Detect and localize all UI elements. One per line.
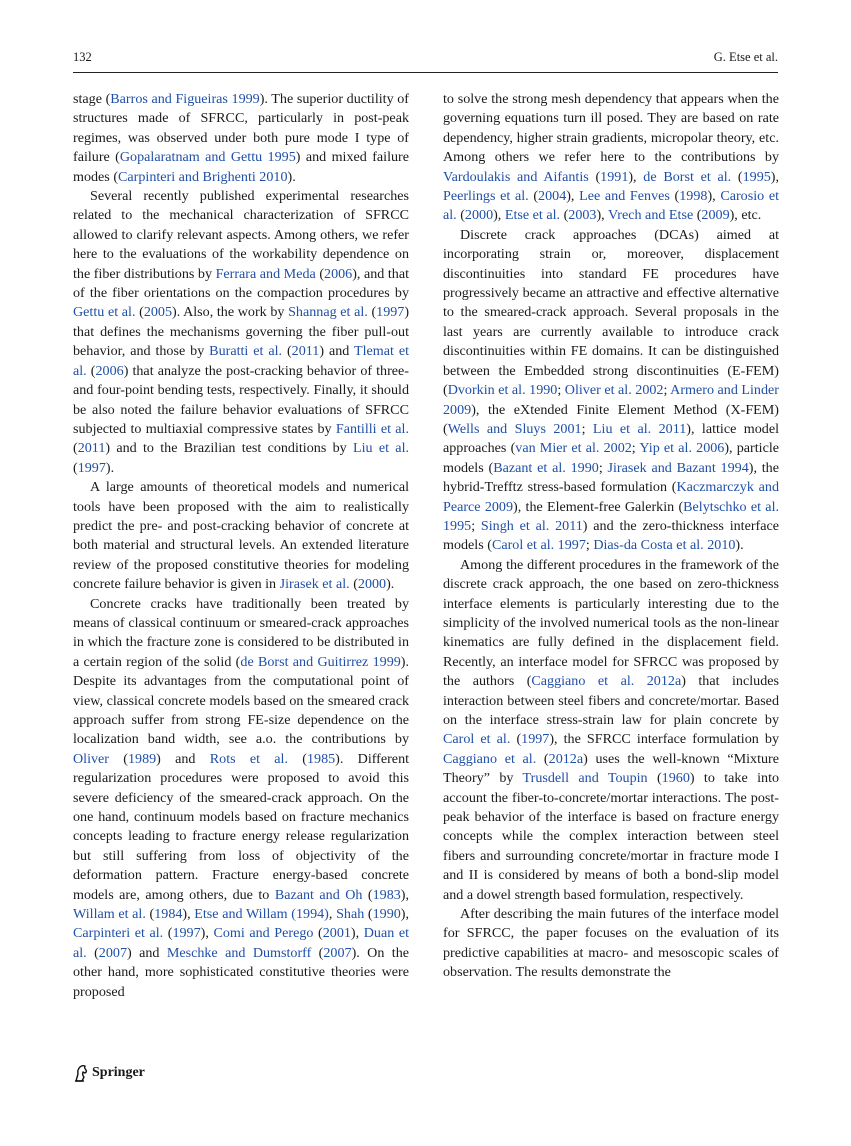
left-column xyxy=(73,90,409,1002)
citation-link[interactable]: 1995 xyxy=(742,168,771,185)
citation-link[interactable]: Wells and Sluys 2001 xyxy=(447,420,582,437)
citation-link[interactable]: Belytschko et al. 1995 xyxy=(443,498,780,534)
citation-link[interactable]: Etse et al. xyxy=(504,207,561,224)
body-text: ), xyxy=(566,188,580,205)
citation-link[interactable]: Barros and Figueiras 1999 xyxy=(110,91,260,107)
citation-link[interactable]: 2007 xyxy=(98,944,127,961)
body-text: ) and the zero-thickness interface models ( xyxy=(443,517,779,554)
citation-link[interactable]: Vrech and Etse xyxy=(607,207,694,224)
body-text: ). xyxy=(105,459,115,476)
citation-link[interactable]: Lee and Fenves xyxy=(579,188,670,205)
body-text: ). xyxy=(287,168,296,185)
citation-link[interactable]: 1991 xyxy=(600,168,629,185)
body-text: Concrete cracks have traditionally been treated by means of classical continuum or smeared-crack approaches in which the fracture zone is considered to be distributed in a certain region of the solid ( xyxy=(73,595,409,670)
citation-link[interactable]: Liu et al. 2011 xyxy=(592,420,687,437)
citation-link[interactable]: Carol et al. 1997 xyxy=(491,537,586,554)
citation-link[interactable]: 2003 xyxy=(568,207,597,224)
body-text: ( xyxy=(362,886,373,903)
citation-link[interactable]: Carosio et al. xyxy=(443,188,780,224)
citation-link[interactable]: Shah xyxy=(336,906,365,923)
paragraph xyxy=(443,556,779,905)
body-text: ), etc. xyxy=(729,207,762,224)
body-text: ) that includes interaction between steel fibers and concrete/mortar. Based on the interface stress-strain law for plain concrete by xyxy=(443,673,779,728)
citation-link[interactable]: Meschke and Dumstorff xyxy=(166,944,312,961)
running-author: G. Etse et al. xyxy=(713,50,778,64)
citation-link[interactable]: 1997 xyxy=(77,459,106,476)
body-text: to solve the strong mesh dependency that appears when the governing equations turn ill posed. They are based on rate dependency, higher strain gradients, micropolar theory, etc. Among others we refer here to the contributions by xyxy=(443,91,779,166)
body-text: ( xyxy=(731,168,743,185)
body-text: ). On the other hand, more sophisticated constitutive theories were proposed xyxy=(73,944,410,1000)
citation-link[interactable]: Dias-da Costa et al. 2010 xyxy=(593,537,736,554)
citation-link[interactable]: Vardoulakis and Aifantis xyxy=(443,168,589,185)
citation-link[interactable]: 1985 xyxy=(306,750,336,767)
body-text: ( xyxy=(311,944,324,961)
body-text: ) and xyxy=(156,750,210,767)
citation-link[interactable]: Trusdell and Toupin xyxy=(522,770,648,787)
running-header xyxy=(73,50,778,73)
body-text: ( xyxy=(647,770,662,787)
body-text: ( xyxy=(349,576,358,593)
citation-link[interactable]: Gettu et al. xyxy=(73,304,136,321)
publisher-name: Springer xyxy=(92,1065,145,1080)
citation-link[interactable]: Caggiano et al. xyxy=(443,750,537,767)
citation-link[interactable]: van Mier et al. 2002 xyxy=(515,440,632,457)
body-text: ), the Element-free Galerkin ( xyxy=(513,498,684,515)
body-text: ; xyxy=(663,382,671,399)
body-text: ) that analyze the post-cracking behavior of three- and four-point bending tests, respectively. Finally, it should be also noted the failure behavior evaluations of SFRCC subjected to multiaxial compressive states by xyxy=(73,362,410,437)
body-text: ( xyxy=(560,207,569,224)
paragraph xyxy=(73,595,409,1003)
citation-link[interactable]: 1997 xyxy=(521,731,550,748)
body-text: ), lattice model approaches ( xyxy=(443,420,779,457)
body-text: ), the eXtended Finite Element Method (X-FEM) ( xyxy=(443,401,779,437)
citation-link[interactable]: Oliver et al. 2002 xyxy=(564,382,664,399)
body-text: ) uses the well-known “Mixture Theory” by xyxy=(443,750,779,787)
paragraph xyxy=(73,478,409,594)
citation-link[interactable]: de Borst et al. xyxy=(643,168,732,185)
citation-link[interactable]: Yip et al. 2006 xyxy=(639,440,725,457)
citation-link[interactable]: Duan et al. xyxy=(73,925,409,961)
body-text: Discrete crack approaches (DCAs) aimed at incorporating strain or, moreover, displacement discontinuities into standard FE procedures have progressively became an attractive and effective alternative to the smeared-crack approach. Several proposals in the last years are currently available to introduce crack discontinuities within FE domains. It can be distinguished between the Embedded strong discontinuities (E-FEM) ( xyxy=(443,226,779,399)
citation-link[interactable]: Ferrara and Meda xyxy=(215,265,316,282)
body-text: ) that defines the mechanisms governing the fiber pull-out behavior, and those by xyxy=(73,304,410,360)
paragraph xyxy=(73,187,409,478)
paragraph xyxy=(443,90,779,226)
body-text: ), xyxy=(596,207,608,224)
citation-link[interactable]: 2006 xyxy=(95,362,124,379)
body-text: ; xyxy=(585,537,594,554)
citation-link[interactable]: Carol et al. xyxy=(443,731,511,748)
body-text: A large amounts of theoretical models and numerical tools have been proposed with the aim to realistically predict the pre- and post-cracking behavior of concrete at both material and structural levels. An extended literature review of the proposed constitutive theories for modeling concrete failure behavior is given in xyxy=(73,479,409,593)
body-text: ) and xyxy=(319,343,354,360)
body-text: ), the SFRCC interface formulation by xyxy=(549,731,779,748)
citation-link[interactable]: Singh et al. 2011 xyxy=(480,517,583,534)
citation-link[interactable]: 2000 xyxy=(357,576,387,593)
body-text: stage ( xyxy=(73,91,111,107)
citation-link[interactable]: Bazant and Oh xyxy=(274,886,363,903)
body-text: ) and mixed failure modes ( xyxy=(73,149,409,185)
springer-horse-icon xyxy=(73,1064,89,1082)
body-text: ( xyxy=(528,188,539,205)
body-text: ( xyxy=(510,731,522,748)
citation-link[interactable]: Rots et al. xyxy=(209,750,288,767)
citation-link[interactable]: 1989 xyxy=(127,750,157,767)
citation-link[interactable]: 2001 xyxy=(322,925,351,942)
citation-link[interactable]: 2006 xyxy=(324,265,353,282)
citation-link[interactable]: de Borst and Guitirrez 1999 xyxy=(240,653,401,670)
citation-link[interactable]: Jirasek and Bazant 1994 xyxy=(607,459,749,476)
publisher-footer xyxy=(73,1063,145,1083)
citation-link[interactable]: Shannag et al. xyxy=(288,304,368,321)
body-text: ) and xyxy=(126,944,167,961)
body-text: ). Also, the work by xyxy=(172,304,289,321)
citation-link[interactable]: 2011 xyxy=(77,440,106,457)
body-text: ( xyxy=(73,440,78,457)
citation-link[interactable]: 2012a xyxy=(548,750,584,767)
body-text: ), particle models ( xyxy=(443,440,779,476)
body-text: ). xyxy=(735,537,744,554)
body-text: ( xyxy=(73,459,78,476)
body-text: ; xyxy=(471,517,481,534)
body-text: ( xyxy=(145,906,155,923)
citation-link[interactable]: 1997 xyxy=(376,304,405,321)
body-text: ), xyxy=(628,168,644,185)
body-text: ( xyxy=(367,304,377,321)
citation-link[interactable]: Carpinteri et al. xyxy=(73,925,164,942)
citation-link[interactable]: Liu et al. xyxy=(352,440,410,457)
body-text: ), xyxy=(200,925,214,942)
body-text: ), xyxy=(350,925,364,942)
right-column xyxy=(443,90,779,983)
body-text: ), the hybrid-Trefftz stress-based formulation ( xyxy=(443,459,779,496)
body-text: ( xyxy=(588,168,601,185)
citation-link[interactable]: 1997 xyxy=(172,925,201,942)
citation-link[interactable]: Comi and Perego xyxy=(213,925,314,942)
body-text: ), and that of the fiber orientations on the compaction procedures by xyxy=(73,265,410,302)
citation-link[interactable]: Kaczmarczyk and Pearce 2009 xyxy=(443,479,779,515)
citation-link[interactable]: Gopalaratnam and Gettu 1995 xyxy=(119,149,296,166)
body-text: ). Different regularization procedures were proposed to avoid this severe deficiency of the smeared-crack approach. On the one hand, continuum models based on fracture mechanics concepts leading to fracture energy release regularization but still suffering from loss of objectivity of the deformation pattern. Fracture energy-based concrete models are, among others, due to xyxy=(73,750,410,903)
body-text: ; xyxy=(631,440,640,457)
body-text: ), xyxy=(182,906,195,923)
paragraph xyxy=(73,90,409,187)
citation-link[interactable]: 2011 xyxy=(291,343,320,360)
body-text: ), xyxy=(770,168,779,185)
body-text: Among the different procedures in the framework of the discrete crack approach, the one based on zero-thickness interface elements is particularly interesting due to the simplicity of the involved numerical tools as the non-linear kinematics are fully defined in the displacement field. Recently, an interface model for SFRCC was proposed by the authors ( xyxy=(443,556,779,690)
citation-link[interactable]: 1984 xyxy=(154,906,183,923)
body-text: ( xyxy=(86,362,96,379)
body-text: ), xyxy=(707,188,721,205)
body-text: After describing the main futures of the interface model for SFRCC, the paper focuses on the evaluation of its predictive capabilities at macro- and mesoscopic scales of observation. The results demonstrate the xyxy=(443,906,779,981)
body-text: ; xyxy=(581,420,593,437)
citation-link[interactable]: Buratti et al. xyxy=(209,343,283,360)
body-text: ), xyxy=(400,886,409,903)
body-text: ( xyxy=(282,343,292,360)
body-text: ; xyxy=(557,382,565,399)
citation-link[interactable]: Etse and Willam (1994) xyxy=(194,906,329,923)
citation-link[interactable]: 1998 xyxy=(679,188,708,205)
body-text: ( xyxy=(313,925,323,942)
body-text: ( xyxy=(364,906,373,923)
citation-link[interactable]: 2009 xyxy=(701,207,730,224)
citation-link[interactable]: Fantilli et al. xyxy=(335,420,409,437)
body-text: ) and to the Brazilian test conditions by xyxy=(105,440,353,457)
body-text: ( xyxy=(315,265,325,282)
citation-link[interactable]: Caggiano et al. 2012a xyxy=(531,673,682,690)
citation-link[interactable]: Jirasek et al. xyxy=(279,576,350,593)
body-text: ( xyxy=(109,750,128,767)
body-text: Several recently published experimental researches related to the mechanical characterization of SFRCC allowed to clarify relevant aspects. Among others, we refer here to the evaluations of the workability dependence on the fiber distributions by xyxy=(73,188,409,282)
citation-link[interactable]: 2007 xyxy=(323,944,352,961)
citation-link[interactable]: Armero and Linder 2009 xyxy=(443,382,779,418)
citation-link[interactable]: 1983 xyxy=(372,886,401,903)
body-text: ). The superior ductility of structures made of SFRCC, particularly in post-peak regimes, was observed under both pure mode I type of failure ( xyxy=(73,91,409,166)
body-text: ), xyxy=(400,906,409,923)
body-text: ( xyxy=(163,925,173,942)
body-text: ; xyxy=(598,459,608,476)
citation-link[interactable]: Dvorkin et al. 1990 xyxy=(447,382,558,399)
paragraph xyxy=(443,905,779,983)
citation-link[interactable]: Oliver xyxy=(73,750,110,767)
body-text: ( xyxy=(693,207,702,224)
body-text: ( xyxy=(669,188,680,205)
page-number: 132 xyxy=(73,50,92,64)
citation-link[interactable]: Carpinteri and Brighenti 2010 xyxy=(118,168,288,185)
citation-link[interactable]: 1990 xyxy=(372,906,401,923)
citation-link[interactable]: Tlemat et al. xyxy=(73,343,410,379)
citation-link[interactable]: Willam et al. xyxy=(73,906,146,923)
body-text: ) to take into account the fiber-to-concrete/mortar interactions. The post-peak behavior of the interface is based on fracture energy concepts while the complex interaction between steel fibers and surrounding concrete/mortar in fracture mode I and II is considered by means of both a bond-slip model and a dowel strength based formulation, respectively. xyxy=(443,770,780,903)
citation-link[interactable]: 2004 xyxy=(538,188,567,205)
body-text: ). xyxy=(386,576,395,593)
paragraph xyxy=(443,226,779,556)
body-text: ( xyxy=(288,750,307,767)
body-text: ( xyxy=(456,207,465,224)
body-text: , xyxy=(328,906,337,923)
body-text: ), xyxy=(493,207,505,224)
body-text: ). Despite its advantages from the computational point of view, classical concrete models based on the smeared crack approach suffer from strong FE-size dependence on the localization band width, see a.o. the contributions by xyxy=(73,653,410,748)
citation-link[interactable]: 2000 xyxy=(464,207,494,224)
citation-link[interactable]: Peerlings et al. xyxy=(443,188,529,205)
citation-link[interactable]: 2005 xyxy=(143,304,172,321)
body-text: ( xyxy=(536,750,549,767)
body-text: ( xyxy=(86,944,99,961)
citation-link[interactable]: 1960 xyxy=(661,770,690,787)
body-text: ( xyxy=(135,304,144,321)
citation-link[interactable]: Bazant et al. 1990 xyxy=(493,459,599,476)
